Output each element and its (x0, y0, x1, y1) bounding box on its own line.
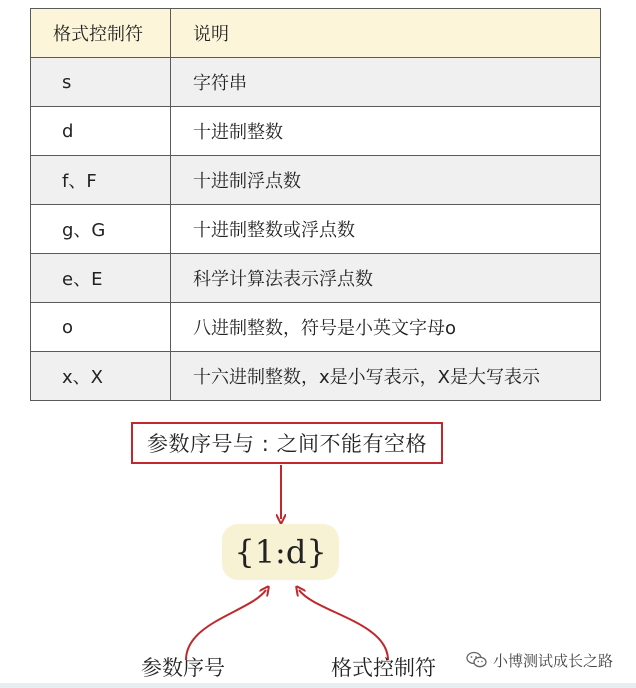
cell-specifier: d (31, 107, 171, 156)
arrow-index-to-example (186, 590, 266, 660)
cell-specifier: g、G (31, 205, 171, 254)
table-row (31, 156, 601, 205)
format-example-pill (222, 524, 339, 580)
table-header-row (31, 9, 601, 58)
table-row (31, 352, 601, 401)
arrow-specifier-to-example (299, 590, 388, 660)
cell-description: 十进制整数或浮点数 (171, 205, 601, 254)
table-row (31, 107, 601, 156)
watermark-text: 小博测试成长之路 (493, 651, 614, 670)
table-row (31, 303, 601, 352)
cell-description: 八进制整数，符号是小英文字母o (171, 303, 601, 352)
cell-description: 十六进制整数，x是小写表示，X是大写表示 (171, 352, 601, 401)
header-description: 说明 (171, 9, 601, 58)
format-example-text: {1:d} (234, 533, 327, 571)
label-argument-index: 参数序号 (141, 656, 225, 680)
cell-specifier: x、X (31, 352, 171, 401)
cell-description: 科学计算法表示浮点数 (171, 254, 601, 303)
table-row (31, 254, 601, 303)
header-format-specifier: 格式控制符 (31, 9, 171, 58)
cell-description: 十进制浮点数 (171, 156, 601, 205)
table-row (31, 205, 601, 254)
cell-specifier: o (31, 303, 171, 352)
cell-specifier: f、F (31, 156, 171, 205)
table-row (31, 58, 601, 107)
bottom-strip (0, 683, 636, 688)
wechat-icon (466, 651, 488, 669)
cell-description: 字符串 (171, 58, 601, 107)
spacing-note-callout (131, 422, 443, 464)
format-specifier-table (30, 8, 601, 401)
spacing-note-text: 参数序号与 : 之间不能有空格 (147, 432, 427, 456)
watermark (466, 648, 613, 672)
cell-specifier: s (31, 58, 171, 107)
cell-description: 十进制整数 (171, 107, 601, 156)
label-format-specifier: 格式控制符 (331, 656, 436, 680)
cell-specifier: e、E (31, 254, 171, 303)
